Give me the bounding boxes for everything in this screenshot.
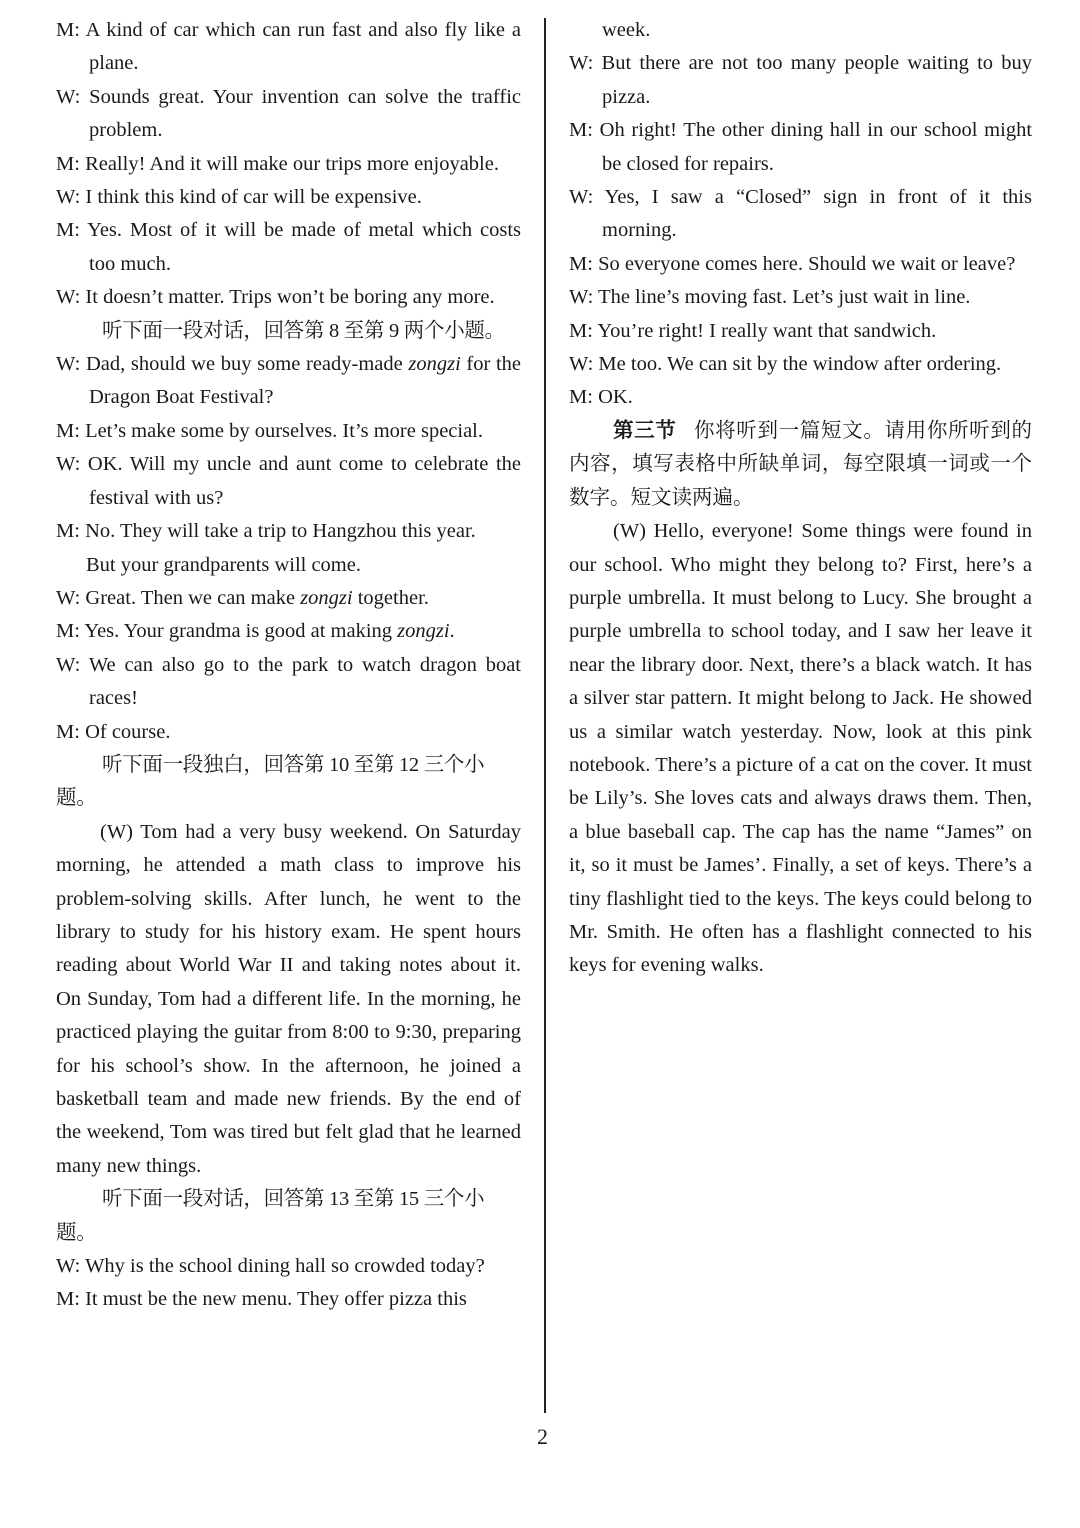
dialogue-turn: W: Dad, should we buy some ready-made zongzi for the Dragon Boat Festival? xyxy=(56,353,521,409)
section-instruction: 听下面一段对话，回答第 8 至第 9 两个小题。 xyxy=(102,319,505,342)
dialogue-turn: M: Oh right! The other dining hall in our school might be closed for repairs. xyxy=(569,119,1033,175)
dialogue-turn: M: Of course. xyxy=(56,720,171,743)
dialogue-turn: M: Let’s make some by ourselves. It’s more special. xyxy=(56,419,484,442)
dialogue-turn: M: Yes. Most of it will be made of metal which costs too much. xyxy=(56,219,521,275)
dialogue-turn: W: It doesn’t matter. Trips won’t be boring any more. xyxy=(56,286,495,309)
dialogue-turn: M: No. They will take a trip to Hangzhou this year. xyxy=(56,520,476,543)
monologue-text: (W) Tom had a very busy weekend. On Saturday morning, he attended a math class to improve his problem-solving skills. After lunch, he went to the library to study for his history exam. He spent hours reading about World War II and taking notes about it. On Sunday, Tom had a different life. In the morning, he practiced playing the guitar from 8:00 to 9:30, preparing for his school’s show. In the afternoon, he joined a basketball team and made new friends. By the end of the weekend, Tom was tired but felt glad that he learned many new things. xyxy=(56,820,521,1177)
dialogue-continuation: But your grandparents will come. xyxy=(86,553,361,576)
left-column xyxy=(56,14,521,1317)
dialogue-turn: W: Sounds great. Your invention can solve the traffic problem. xyxy=(56,85,521,142)
dialogue-turn: W: Great. Then we can make zongzi together. xyxy=(56,586,429,609)
dialogue-turn: M: Yes. Your grandma is good at making zongzi. xyxy=(56,620,455,643)
dialogue-turn: M: It must be the new menu. They offer pizza this xyxy=(56,1288,467,1311)
page-number: 2 xyxy=(537,1424,548,1449)
dialogue-turn: M: You’re right! I really want that sandwich. xyxy=(569,319,937,342)
dialogue-turn: W: The line’s moving fast. Let’s just wait in line. xyxy=(569,286,971,309)
dialogue-turn: M: OK. xyxy=(569,386,633,409)
dialogue-turn: W: Me too. We can sit by the window after ordering. xyxy=(569,353,1002,376)
dialogue-turn: M: So everyone comes here. Should we wait or leave? xyxy=(569,252,1016,275)
dialogue-turn: W: Yes, I saw a “Closed” sign in front of it this morning. xyxy=(569,186,1032,242)
dialogue-turn: W: We can also go to the park to watch dragon boat races! xyxy=(56,653,521,710)
dialogue-turn: W: But there are not too many people waiting to buy pizza. xyxy=(569,52,1032,108)
section-label: 第三节 xyxy=(613,419,677,442)
dialogue-turn: W: Why is the school dining hall so crowded today? xyxy=(56,1255,485,1278)
dialogue-turn: M: A kind of car which can run fast and also fly like a plane. xyxy=(56,19,521,75)
dialogue-turn: W: OK. Will my uncle and aunt come to celebrate the festival with us? xyxy=(56,453,521,509)
section-instruction: 听下面一段独白，回答第 10 至第 12 三个小题。 xyxy=(56,753,485,810)
right-column xyxy=(569,14,1032,983)
column-divider xyxy=(544,18,546,1413)
section-instruction: 听下面一段对话，回答第 13 至第 15 三个小题。 xyxy=(56,1188,485,1244)
dialogue-continuation: week. xyxy=(602,19,651,41)
dialogue-turn: W: I think this kind of car will be expensive. xyxy=(56,186,422,209)
dialogue-turn: M: Really! And it will make our trips more enjoyable. xyxy=(56,152,499,175)
section-instruction: 第三节 你将听到一篇短文。请用你所听到的内容，填写表格中所缺单词，每空限填一词或一个数字。短文读两遍。 xyxy=(569,419,1033,509)
passage-text: (W) Hello, everyone! Some things were found in our school. Who might they belong to? First, here’s a purple umbrella. It must belong to Lucy. She brought a purple umbrella to school today, and I saw her leave it near the library door. Next, there’s a black watch. It has a silver star pattern. It might belong to Jack. He showed us a similar watch yesterday. Now, look at this pink notebook. There’s a picture of a cat on the cover. It must be Lily’s. She loves cats and always draws them. Then, a blue baseball cap. The cap has the name “James” on it, so it must be James’. Finally, a set of keys. There’s a tiny flashlight tied to the keys. The keys could belong to Mr. Smith. He often has a flashlight connected to his keys for evening walks. xyxy=(569,520,1032,977)
